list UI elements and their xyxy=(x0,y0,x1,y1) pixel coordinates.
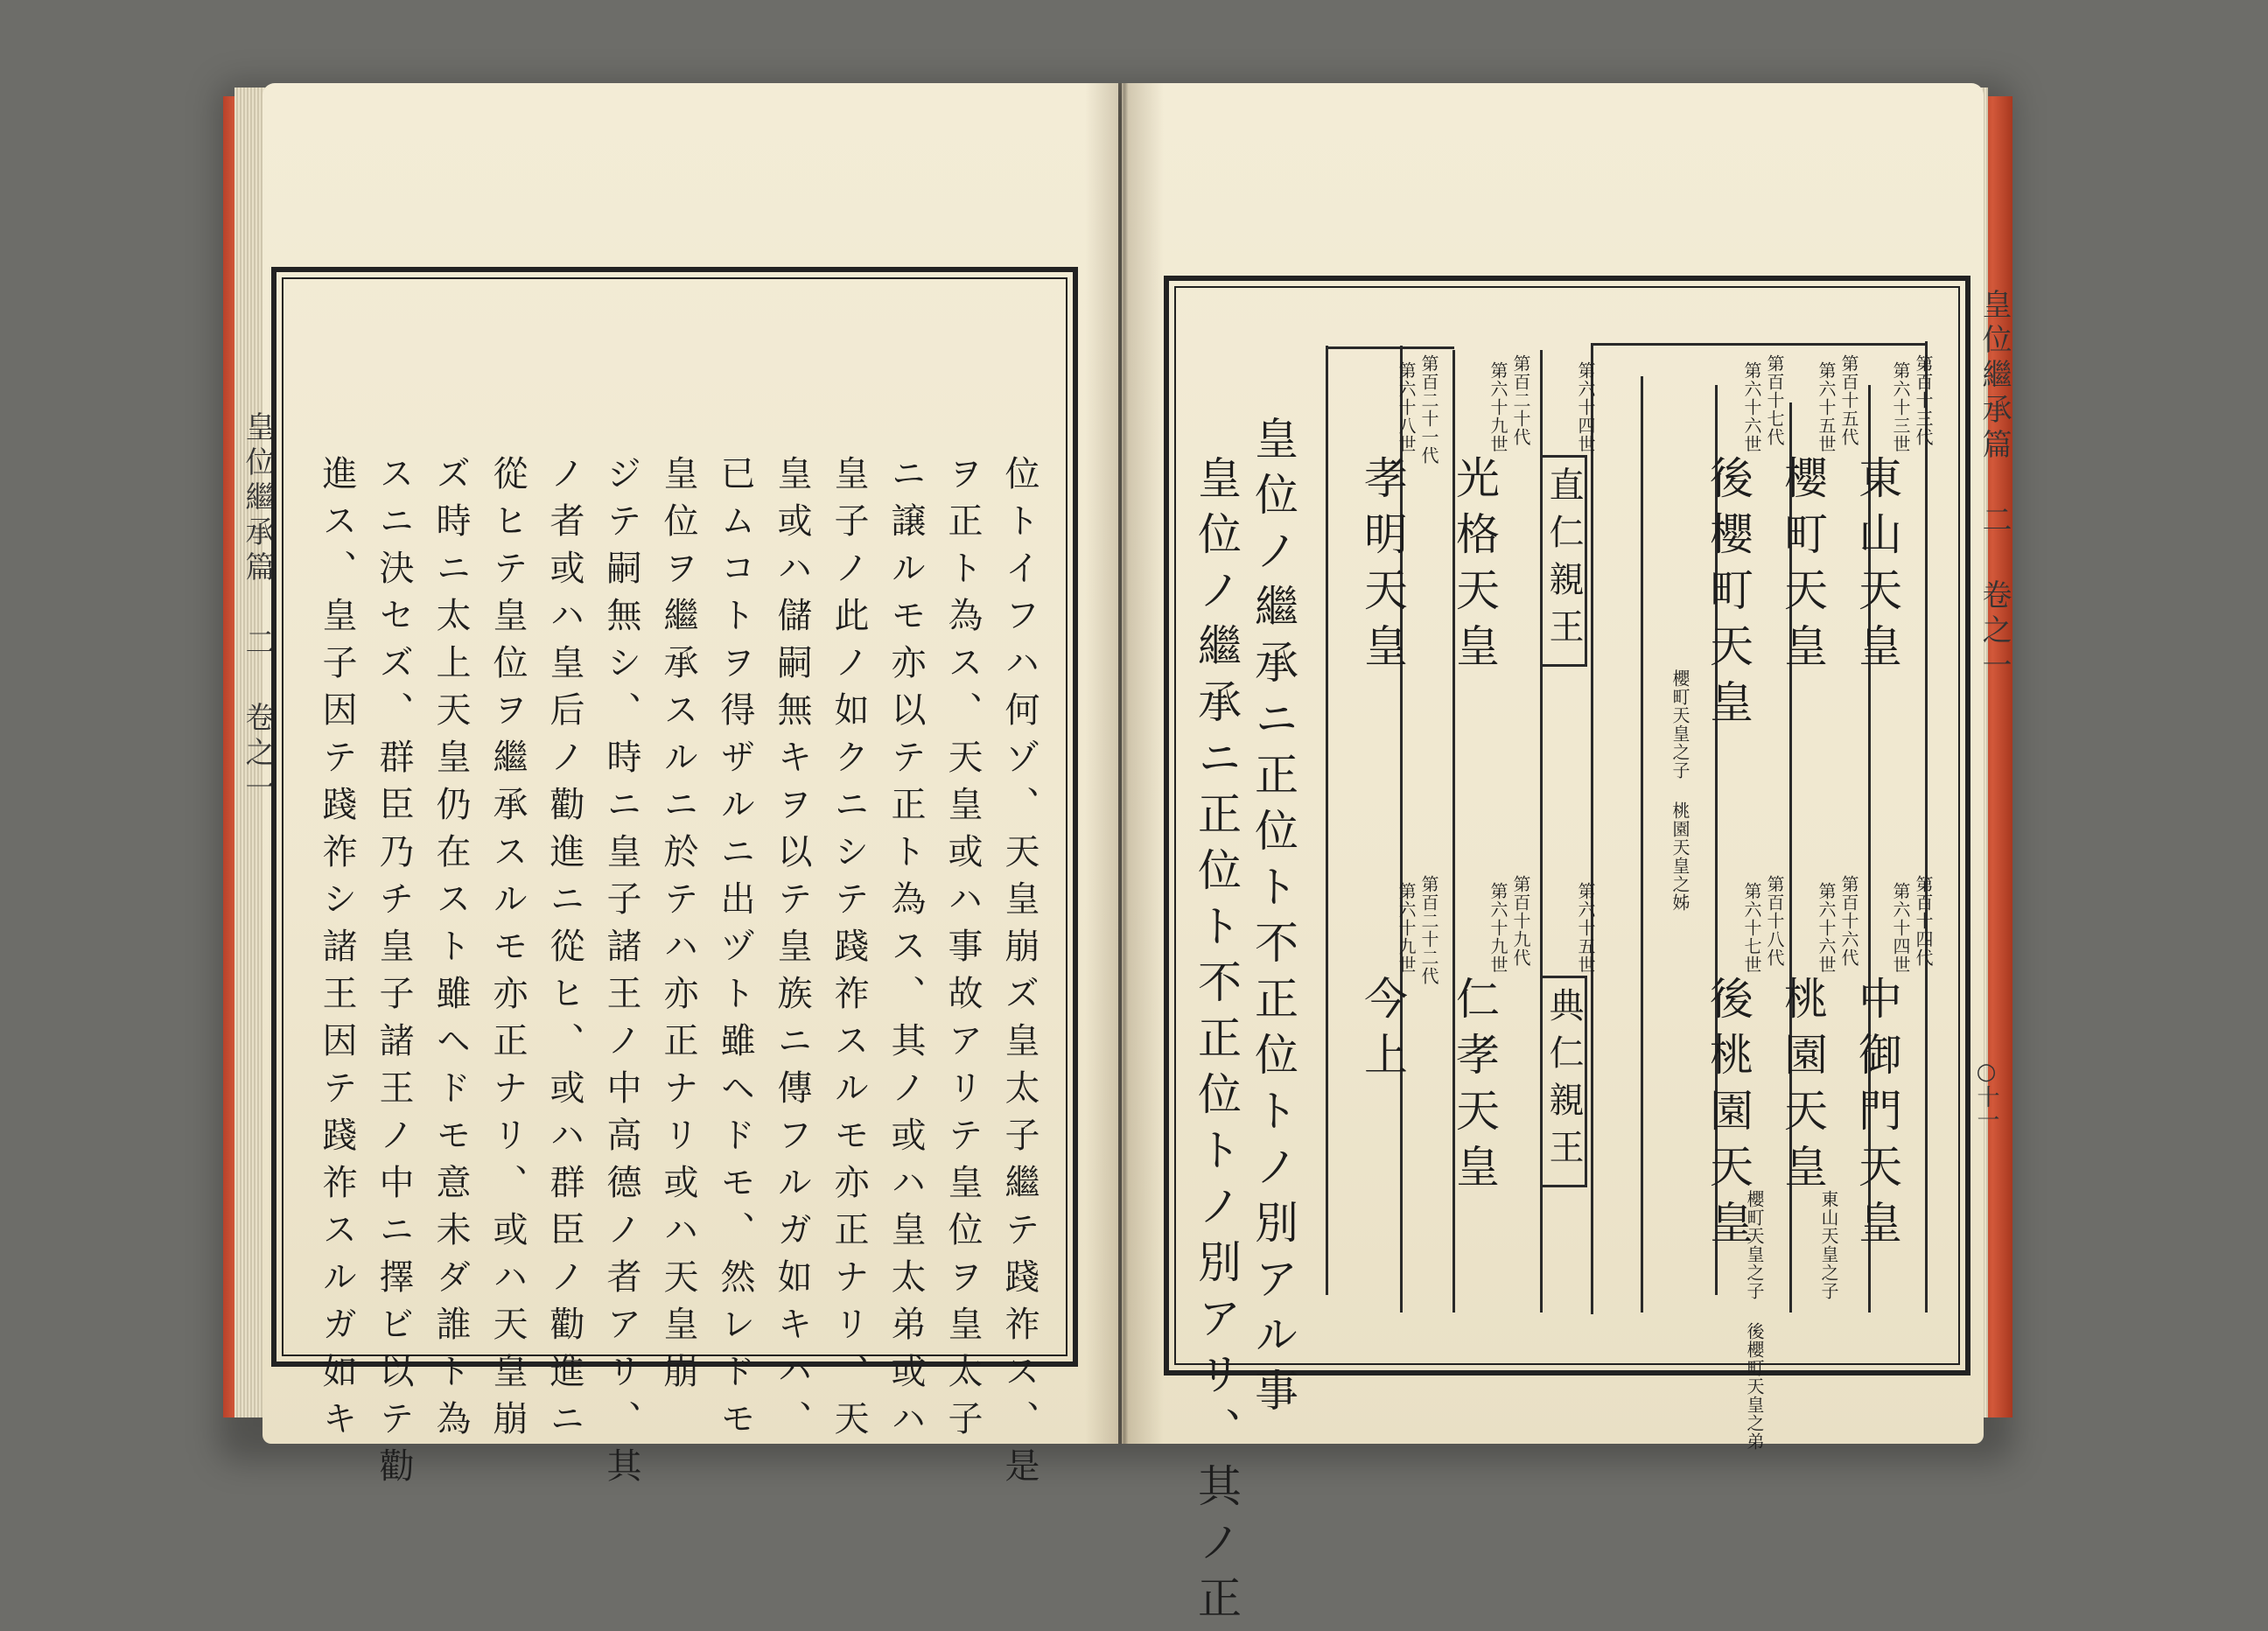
emperor-lineage: 第六十九世 xyxy=(1488,882,1508,974)
emperor-generation: 第百十九代 xyxy=(1510,875,1531,967)
prince-name: 直仁親王 xyxy=(1540,455,1587,667)
emperor-name: 光格天皇 xyxy=(1449,455,1500,679)
emperor-name: 仁孝天皇 xyxy=(1449,976,1500,1200)
emperor-name: 後桃園天皇 xyxy=(1703,976,1754,1256)
right-margin-title: 皇位繼承篇 二 卷之一 xyxy=(1977,289,2012,684)
emperor-lineage: 第六十三世 xyxy=(1890,361,1911,453)
right-body-column-1: 皇位ノ繼承ニ正位ト不正位トノ別アル事 xyxy=(1248,416,1298,1424)
right-body-column-2: 皇位ノ繼承ニ正位ト不正位トノ別アリ、其ノ正 xyxy=(1191,455,1242,1631)
left-body-column: 皇或ハ儲嗣無キヲ以テ皇族ニ傳フルガ如キハ、 xyxy=(772,455,812,1447)
emperor-name: 東山天皇 xyxy=(1852,455,1902,679)
left-margin-title: 皇位繼承篇 二 卷之一 xyxy=(240,411,275,807)
emperor-lineage: 第六十五世 xyxy=(1575,882,1596,974)
emperor-generation: 第百二十二代 xyxy=(1418,875,1439,985)
prince-name: 典仁親王 xyxy=(1540,976,1587,1187)
emperor-lineage: 第六十九世 xyxy=(1488,361,1508,453)
emperor-lineage: 第六十七世 xyxy=(1741,882,1762,974)
emperor-name: 櫻町天皇 xyxy=(1777,455,1828,679)
emperor-lineage: 第六十八世 xyxy=(1396,361,1417,453)
page-folio: ○十一 xyxy=(1973,1059,1999,1130)
left-body-column: 進ス、皇子因テ踐祚シ諸王因テ踐祚スルガ如キ xyxy=(317,455,357,1447)
emperor-note: 櫻町天皇之子 後櫻町天皇之弟 xyxy=(1744,1190,1765,1451)
emperor-lineage: 第六十六世 xyxy=(1741,361,1762,453)
emperor-generation: 第百二十一代 xyxy=(1418,354,1439,465)
emperor-name: 今上 xyxy=(1357,976,1408,1088)
emperor-name: 中御門天皇 xyxy=(1852,976,1902,1256)
emperor-lineage: 第六十六世 xyxy=(1816,882,1837,974)
left-body-column: 皇位ヲ繼承スルニ於テハ亦正ナリ或ハ天皇崩 xyxy=(658,455,698,1400)
emperor-generation: 第百十七代 xyxy=(1764,354,1785,446)
book-gutter xyxy=(1085,83,1164,1444)
emperor-generation: 第百十八代 xyxy=(1764,875,1785,967)
emperor-note: 東山天皇之子 xyxy=(1818,1190,1839,1300)
emperor-lineage: 第六十四世 xyxy=(1575,361,1596,453)
left-body-column: スニ決セズ、群臣乃チ皇子諸王ノ中ニ擇ビ以テ勸 xyxy=(374,455,414,1494)
left-body-column: ズ時ニ太上天皇仍在スト雖ヘドモ意未ダ誰ト為 xyxy=(430,455,471,1447)
left-body-column: 皇子ノ此ノ如クニシテ踐祚スルモ亦正ナリ、天 xyxy=(829,455,869,1447)
left-body-column: ヲ正ト為ス、天皇或ハ事故アリテ皇位ヲ皇太子 xyxy=(942,455,983,1447)
left-body-column: ノ者或ハ皇后ノ勸進ニ從ヒ、或ハ群臣ノ勸進ニ xyxy=(544,455,584,1447)
emperor-name: 桃園天皇 xyxy=(1777,976,1828,1200)
emperor-lineage: 第六十五世 xyxy=(1816,361,1837,453)
left-body-column: 已ムコトヲ得ザルニ出ヅト雖ヘドモ、然レドモ xyxy=(715,455,755,1447)
emperor-generation: 第百二十代 xyxy=(1510,354,1531,446)
emperor-generation: 第百十三代 xyxy=(1913,354,1934,446)
left-body-column: ジテ嗣無シ、時ニ皇子諸王ノ中高德ノ者アリ、其 xyxy=(601,455,641,1494)
left-body-column: 從ヒテ皇位ヲ繼承スルモ亦正ナリ、或ハ天皇崩 xyxy=(487,455,528,1447)
emperor-generation: 第百十四代 xyxy=(1913,875,1934,967)
emperor-note: 櫻町天皇之子 桃園天皇之姊 xyxy=(1670,669,1690,912)
left-body-column: ニ譲ルモ亦以テ正ト為ス、其ノ或ハ皇太弟或ハ xyxy=(886,455,926,1447)
left-body-column: 位トイフハ何ゾ、天皇崩ズ皇太子繼テ踐祚ス、是 xyxy=(999,455,1040,1494)
emperor-name: 孝明天皇 xyxy=(1357,455,1408,679)
emperor-generation: 第百十五代 xyxy=(1838,354,1859,446)
emperor-name: 後櫻町天皇 xyxy=(1703,455,1754,735)
emperor-generation: 第百十六代 xyxy=(1838,875,1859,967)
emperor-lineage: 第六十九世 xyxy=(1396,882,1417,974)
emperor-lineage: 第六十四世 xyxy=(1890,882,1911,974)
